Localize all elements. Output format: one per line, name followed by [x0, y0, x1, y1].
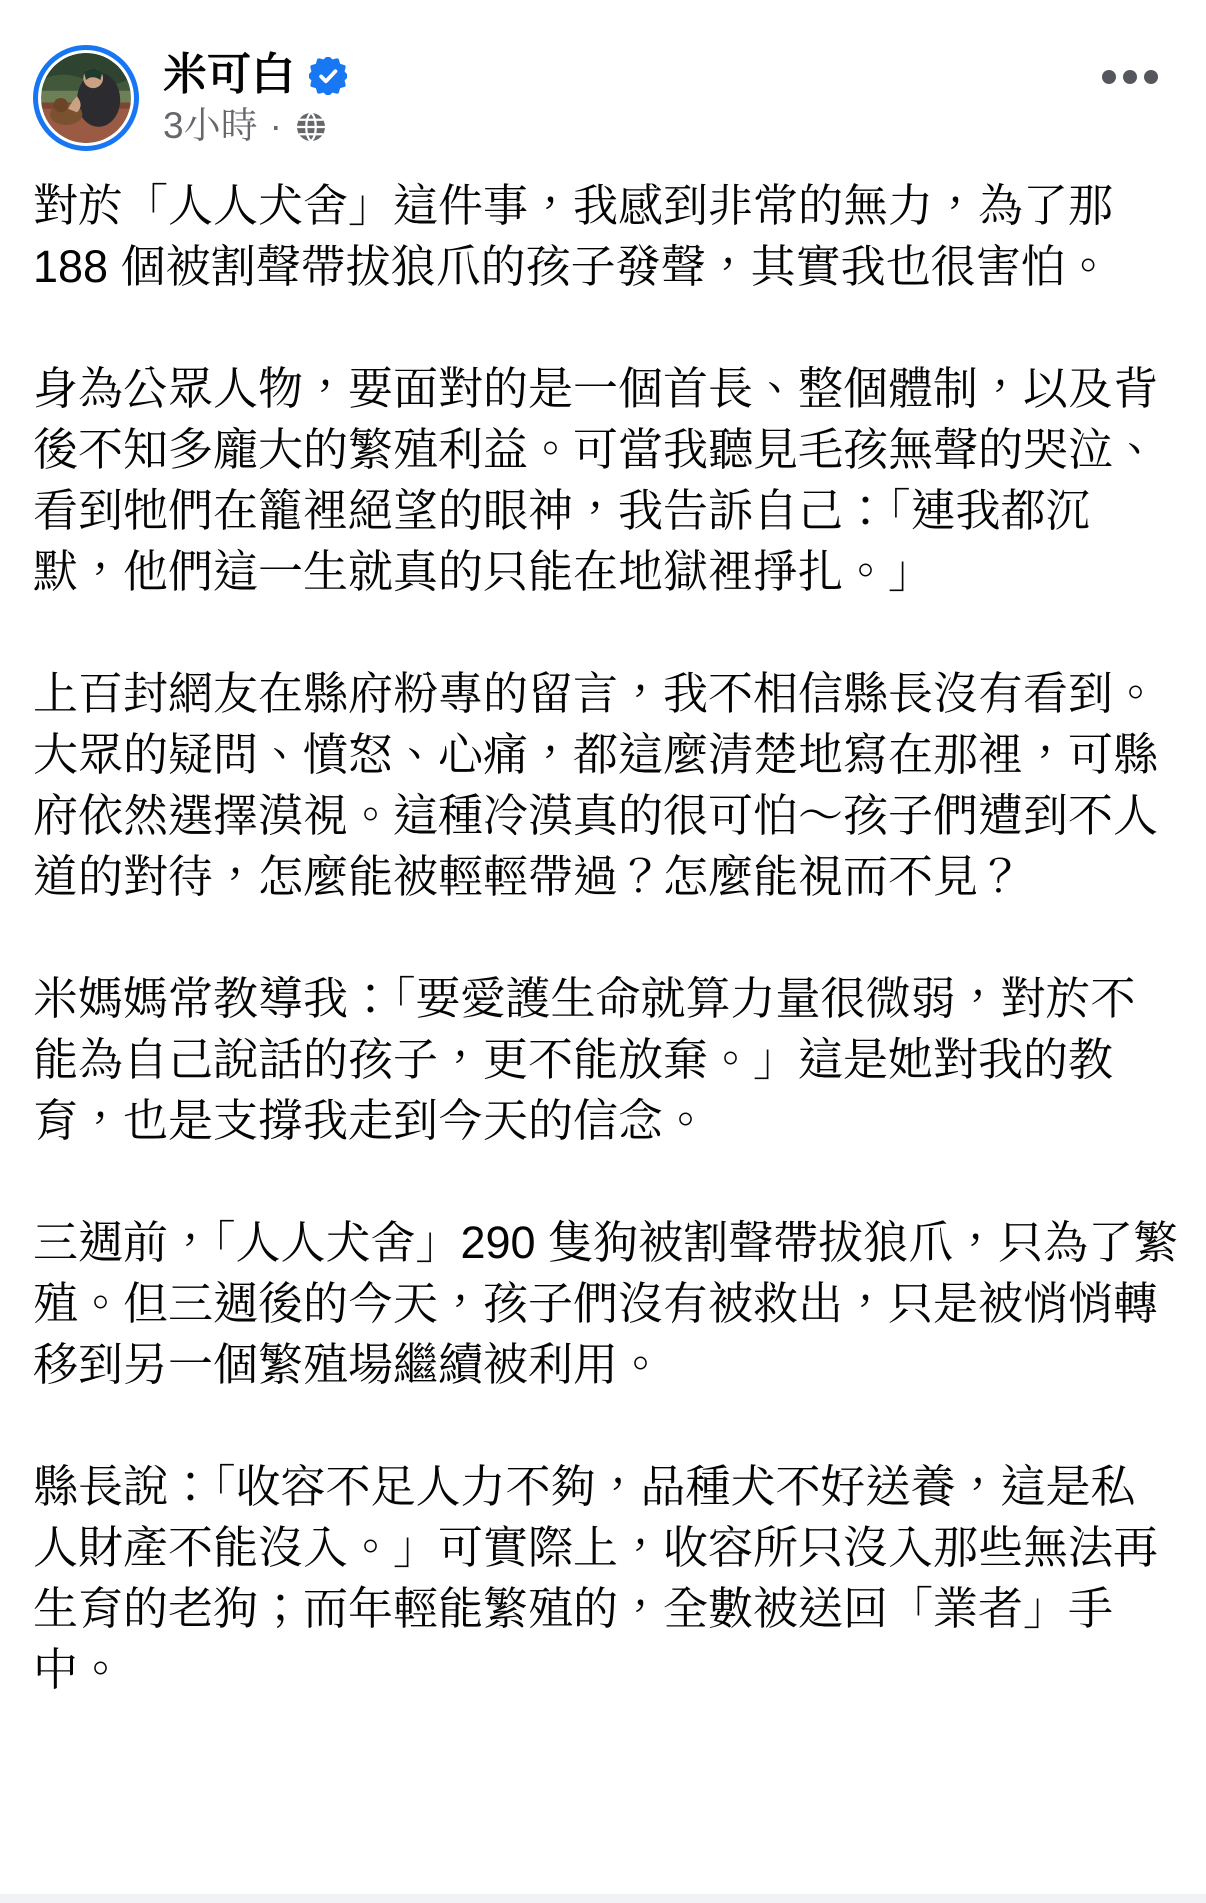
post-text — [0, 165, 1206, 1700]
globe-public-icon — [294, 110, 328, 144]
avatar[interactable] — [33, 45, 139, 151]
post-paragraph: 上百封網友在縣府粉專的留言，我不相信縣長沒有看到。大眾的疑問、憤怒、心痛，都這麼清楚地寫在那裡，可縣府依然選擇漠視。這種冷漠真的很可怕～孩子們遭到不人道的對待，怎麼能被輕輕帶過？怎麼能視而不見？ — [33, 668, 1159, 902]
verified-badge-icon — [309, 57, 347, 95]
profile-photo — [41, 53, 131, 143]
page-name[interactable]: 米可白 — [163, 50, 295, 100]
post-paragraph: 對於「人人犬舍」這件事，我感到非常的無力，為了那 188 個被割聲帶拔狼爪的孩子發聲，其實我也很害怕。 — [33, 180, 1114, 292]
post-paragraph: 身為公眾人物，要面對的是一個首長、整個體制，以及背後不知多龐大的繁殖利益。可當我聽見毛孩無聲的哭泣、看到牠們在籠裡絕望的眼神，我告訴自己：「連我都沉默，他們這一生就真的只能在地獄裡掙扎。」 — [33, 363, 1159, 597]
next-card-edge — [0, 1894, 1206, 1903]
ellipsis-dot — [1144, 70, 1158, 84]
post-paragraph: 米媽媽常教導我：「要愛護生命就算力量很微弱，對於不能為自己說話的孩子，更不能放棄。」這是她對我的教育，也是支撐我走到今天的信念。 — [33, 973, 1136, 1146]
name-row — [163, 51, 347, 99]
more-options-button[interactable] — [1094, 62, 1166, 92]
timestamp[interactable]: 3小時 — [163, 104, 258, 146]
post-header — [0, 0, 1206, 165]
meta-separator: · — [269, 104, 282, 146]
post-paragraph: 三週前，「人人犬舍」290 隻狗被割聲帶拔狼爪，只為了繁殖。但三週後的今天，孩子們沒有被救出，只是被悄悄轉移到另一個繁殖場繼續被利用。 — [33, 1217, 1179, 1390]
ellipsis-dot — [1102, 70, 1116, 84]
post-paragraph: 縣長說：「收容不足人力不夠，品種犬不好送養，這是私人財產不能沒入。」可實際上，收容所只沒入那些無法再生育的老狗；而年輕能繁殖的，全數被送回「業者」手中。 — [33, 1461, 1159, 1695]
header-text — [163, 49, 347, 146]
post-meta — [163, 106, 347, 147]
ellipsis-dot — [1123, 70, 1137, 84]
